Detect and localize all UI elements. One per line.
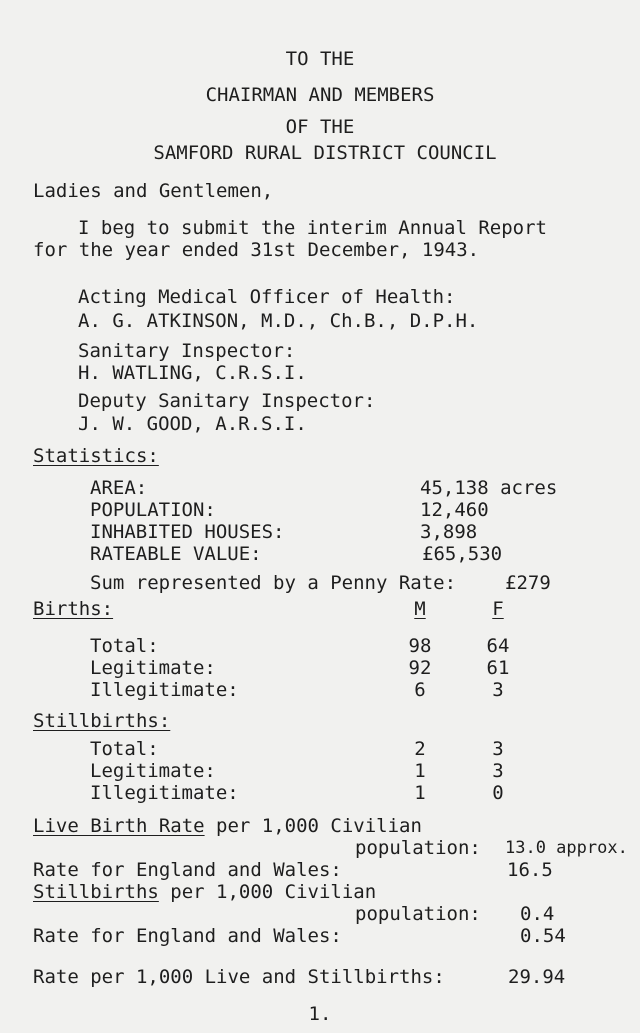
ew-rate-label-2: Rate for England and Wales: bbox=[33, 925, 342, 947]
births-row-label: Total: bbox=[90, 635, 159, 657]
stat-value: 12,460 bbox=[420, 499, 489, 521]
heading-line-1: TO THE bbox=[285, 48, 355, 70]
births-row-label: Legitimate: bbox=[90, 657, 216, 679]
stat-label: AREA: bbox=[90, 477, 148, 499]
medical-officer-title: Acting Medical Officer of Health: bbox=[78, 286, 456, 308]
stillbirth-rate-term: Stillbirths bbox=[33, 881, 159, 903]
births-col-f: F bbox=[492, 598, 504, 620]
stat-value: 45,138 acres bbox=[420, 477, 558, 499]
sanitary-inspector-name: H. WATLING, C.R.S.I. bbox=[78, 362, 307, 384]
intro-line-2: for the year ended 31st December, 1943. bbox=[33, 239, 480, 261]
page-number: 1. bbox=[308, 1003, 332, 1025]
births-row-f: 3 bbox=[492, 679, 504, 701]
stillbirths-row-f: 3 bbox=[492, 738, 504, 760]
stat-label: RATEABLE VALUE: bbox=[90, 543, 262, 565]
births-col-m: M bbox=[414, 598, 426, 620]
stillbirths-row-label: Total: bbox=[90, 738, 159, 760]
heading-line-3: OF THE bbox=[285, 116, 355, 138]
heading-line-4: SAMFORD RURAL DISTRICT COUNCIL bbox=[153, 142, 497, 164]
live-birth-population-label: population: bbox=[355, 837, 481, 859]
salutation: Ladies and Gentlemen, bbox=[33, 180, 274, 202]
penny-rate-value: £279 bbox=[505, 572, 551, 594]
combined-rate-value: 29.94 bbox=[508, 966, 566, 988]
ew-rate-label-1: Rate for England and Wales: bbox=[33, 859, 342, 881]
stillbirths-row-f: 0 bbox=[492, 782, 504, 804]
ew-rate-value-1: 16.5 bbox=[507, 859, 553, 881]
stillbirth-rate-suffix: per 1,000 Civilian bbox=[158, 881, 377, 903]
deputy-inspector-title: Deputy Sanitary Inspector: bbox=[78, 390, 376, 412]
births-row-f: 61 bbox=[486, 657, 510, 679]
stillbirths-row-m: 1 bbox=[414, 782, 426, 804]
sanitary-inspector-title: Sanitary Inspector: bbox=[78, 340, 296, 362]
stat-label: POPULATION: bbox=[90, 499, 216, 521]
stillbirth-rate-label bbox=[33, 881, 376, 903]
births-row-m: 92 bbox=[408, 657, 432, 679]
statistics-heading: Statistics: bbox=[33, 445, 159, 467]
births-row-label: Illegitimate: bbox=[90, 679, 239, 701]
stillbirths-row-f: 3 bbox=[492, 760, 504, 782]
births-heading: Births: bbox=[33, 598, 114, 620]
heading-line-2: CHAIRMAN AND MEMBERS bbox=[205, 84, 435, 106]
stillbirth-rate-value: 0.4 bbox=[520, 903, 555, 925]
ew-rate-value-2: 0.54 bbox=[520, 925, 566, 947]
stat-value: £65,530 bbox=[422, 543, 503, 565]
live-birth-rate-value: 13.0 approx. bbox=[505, 838, 628, 858]
deputy-inspector-name: J. W. GOOD, A.R.S.I. bbox=[78, 413, 307, 435]
births-row-m: 6 bbox=[414, 679, 426, 701]
stat-label: INHABITED HOUSES: bbox=[90, 521, 285, 543]
stillbirths-row-m: 2 bbox=[414, 738, 426, 760]
live-birth-rate-label bbox=[33, 815, 422, 837]
stillbirths-row-label: Illegitimate: bbox=[90, 782, 239, 804]
stillbirths-heading: Stillbirths: bbox=[33, 710, 171, 732]
stillbirth-population-label: population: bbox=[355, 903, 481, 925]
stillbirths-row-m: 1 bbox=[414, 760, 426, 782]
live-birth-rate-term: Live Birth Rate bbox=[33, 815, 205, 837]
births-row-m: 98 bbox=[408, 635, 432, 657]
penny-rate-label: Sum represented by a Penny Rate: bbox=[90, 572, 457, 594]
stillbirths-row-label: Legitimate: bbox=[90, 760, 216, 782]
live-birth-rate-suffix: per 1,000 Civilian bbox=[204, 815, 422, 837]
combined-rate-label: Rate per 1,000 Live and Stillbirths: bbox=[33, 966, 445, 988]
stat-value: 3,898 bbox=[420, 521, 478, 543]
medical-officer-name: A. G. ATKINSON, M.D., Ch.B., D.P.H. bbox=[78, 310, 479, 332]
intro-line-1: I beg to submit the interim Annual Report bbox=[78, 217, 547, 239]
births-row-f: 64 bbox=[486, 635, 510, 657]
